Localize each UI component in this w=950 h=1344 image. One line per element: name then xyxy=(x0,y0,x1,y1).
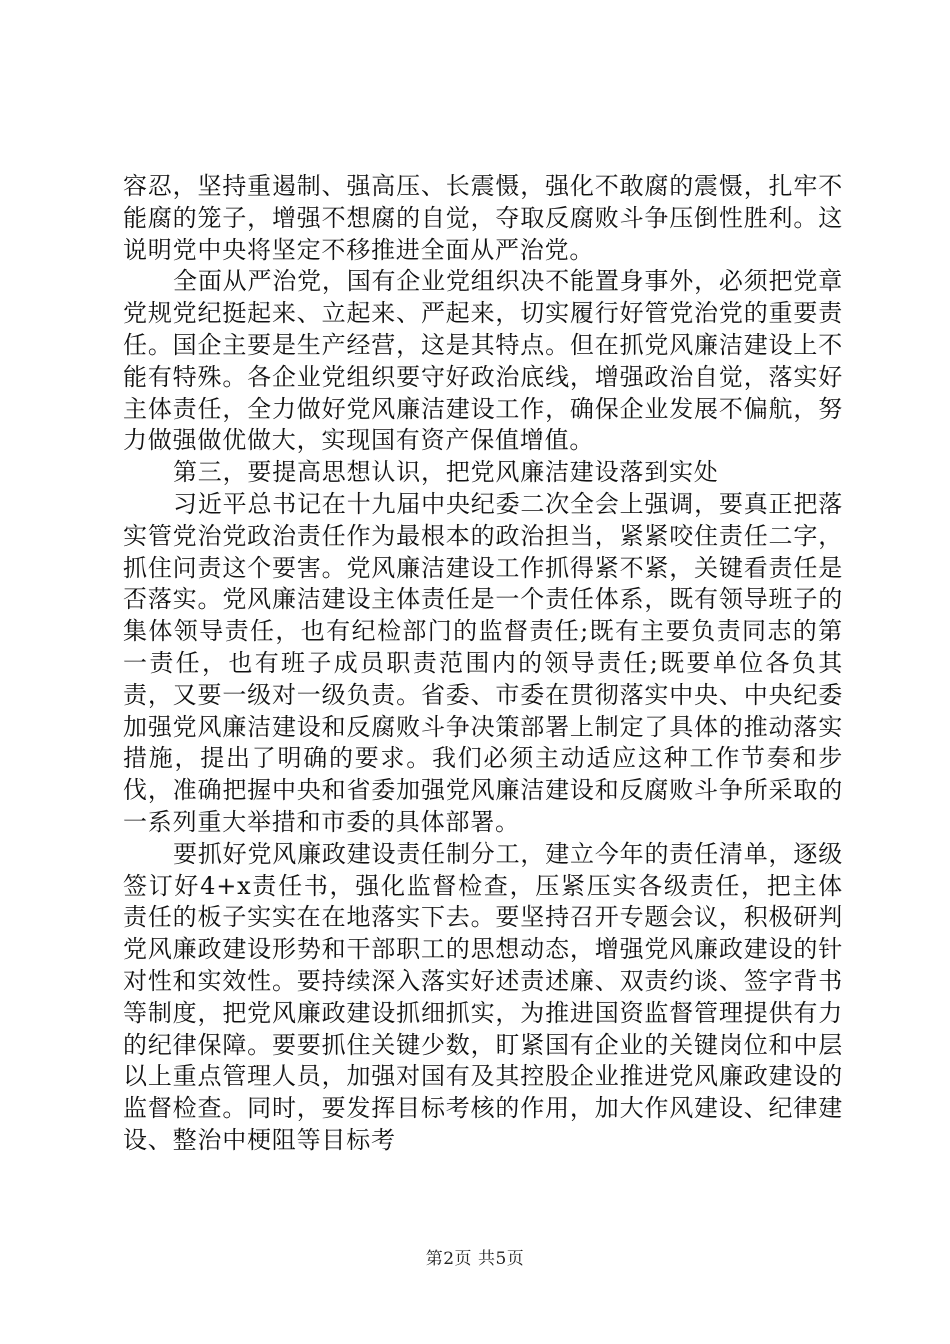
document-body xyxy=(123,171,843,1157)
paragraph-continuation: 容忍，坚持重遏制、强高压、长震慑，强化不敢腐的震慑，扎牢不能腐的笼子，增强不想腐的自觉，夺取反腐败斗争压倒性胜利。这说明党中央将坚定不移推进全面从严治党。 xyxy=(123,172,843,264)
section-heading-third: 第三，要提高思想认识，把党风廉洁建设落到实处 xyxy=(173,458,719,487)
paragraph-party-governance: 全面从严治党，国有企业党组织决不能置身事外，必须把党章党规党纪挺起来、立起来、严起来，切实履行好管党治党的重要责任。国企主要是生产经营，这是其特点。但在抓党风廉洁建设上不能有特殊。各企业党组织要守好政治底线，增强政治自觉，落实好主体责任，全力做好党风廉洁建设工作，确保企业发展不偏航，努力做强做优做大，实现国有资产保值增值。 xyxy=(123,267,843,455)
paragraph-responsibility-system: 习近平总书记在十九届中央纪委二次全会上强调，要真正把落实管党治党政治责任作为最根本的政治担当，紧紧咬住责任二字，抓住问责这个要害。党风廉洁建设工作抓得紧不紧，关键看责任是否落实。党风廉洁建设主体责任是一个责任体系，既有领导班子的集体领导责任，也有纪检部门的监督责任;既有主要负责同志的第一责任，也有班子成员职责范围内的领导责任;既要单位各负其责，又要一级对一级负责。省委、市委在贯彻落实中央、中央纪委加强党风廉洁建设和反腐败斗争决策部署上制定了具体的推动落实措施，提出了明确的要求。我们必须主动适应这种工作节奏和步伐，准确把握中央和省委加强党风廉洁建设和反腐败斗争所采取的一系列重大举措和市委的具体部署。 xyxy=(123,489,843,836)
paragraph-responsibility-division: 要抓好党风廉政建设责任制分工，建立今年的责任清单，逐级签订好4+x责任书，强化监督检查，压紧压实各级责任，把主体责任的板子实实在在地落实下去。要坚持召开专题会议，积极研判党风廉政建设形势和干部职工的思想动态，增强党风廉政建设的针对性和实效性。要持续深入落实好述责述廉、双责约谈、签字背书等制度，把党风廉政建设抓细抓实，为推进国资监督管理提供有力的纪律保障。要要抓住关键少数，盯紧国有企业的关键岗位和中层以上重点管理人员，加强对国有及其控股企业推进党风廉政建设的监督检查。同时，要发挥目标考核的作用，加大作风建设、纪律建设、整治中梗阻等目标考 xyxy=(123,839,843,1154)
page-number-footer: 第2页 共5页 xyxy=(425,1249,525,1269)
